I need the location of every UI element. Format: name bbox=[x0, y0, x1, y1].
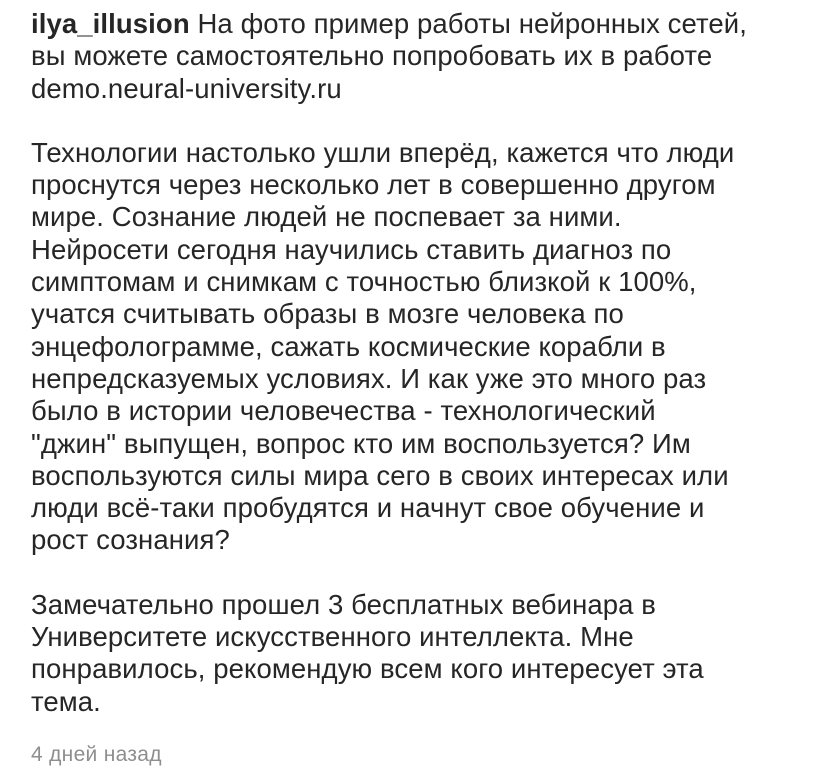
username-link[interactable]: ilya_illusion bbox=[31, 8, 190, 39]
paragraph-3-line: Замечательно прошел 3 бесплатных вебинара в bbox=[31, 588, 656, 620]
paragraph-2-line: непредсказуемых условиях. И как уже это много раз bbox=[31, 362, 707, 394]
paragraph-2-line: люди всё-таки пробудятся и начнут свое обучение и bbox=[31, 492, 705, 524]
paragraph-2-line: "джин" выпущен, вопрос кто им воспользуется? Им bbox=[31, 427, 691, 459]
caption bbox=[31, 8, 807, 718]
paragraph-2-line: рост сознания? bbox=[31, 524, 230, 556]
caption-header-line bbox=[31, 8, 807, 40]
paragraph-2-line: Нейросети сегодня научились ставить диагноз по bbox=[31, 233, 672, 265]
paragraph-2-line: энцефолограмме, сажать космические корабли в bbox=[31, 330, 666, 362]
caption-line: вы можете самостоятельно попробовать их в работе bbox=[31, 40, 713, 72]
paragraph-gap bbox=[31, 105, 807, 137]
paragraph-2-line: проснутся через несколько лет в совершенно другом bbox=[31, 169, 716, 201]
paragraph-2-line: Технологии настолько ушли вперёд, кажется что люди bbox=[31, 136, 735, 168]
paragraph-3-line: понравилось, рекомендую всем кого интересует эта bbox=[31, 653, 704, 685]
paragraph-2-line: учатся считывать образы в мозге человека по bbox=[31, 298, 624, 330]
post-timestamp[interactable]: 4 дней назад bbox=[31, 743, 162, 766]
paragraph-gap bbox=[31, 557, 807, 589]
caption-first-line: На фото пример работы нейронных сетей, bbox=[197, 8, 747, 39]
paragraph-2-line: мире. Сознание людей не поспевает за ними. bbox=[31, 201, 622, 233]
website-link[interactable]: demo.neural-university.ru bbox=[31, 72, 342, 104]
paragraph-2-line: было в истории человечества - технологический bbox=[31, 395, 656, 427]
paragraph-2-line: симптомам и снимкам с точностью близкой к 100%, bbox=[31, 266, 697, 298]
paragraph-2-line: воспользуются силы мира сего в своих интересах или bbox=[31, 459, 729, 491]
paragraph-3-line: Университете искусственного интеллекта. Мне bbox=[31, 621, 634, 653]
paragraph-3-line: тема. bbox=[31, 685, 101, 717]
